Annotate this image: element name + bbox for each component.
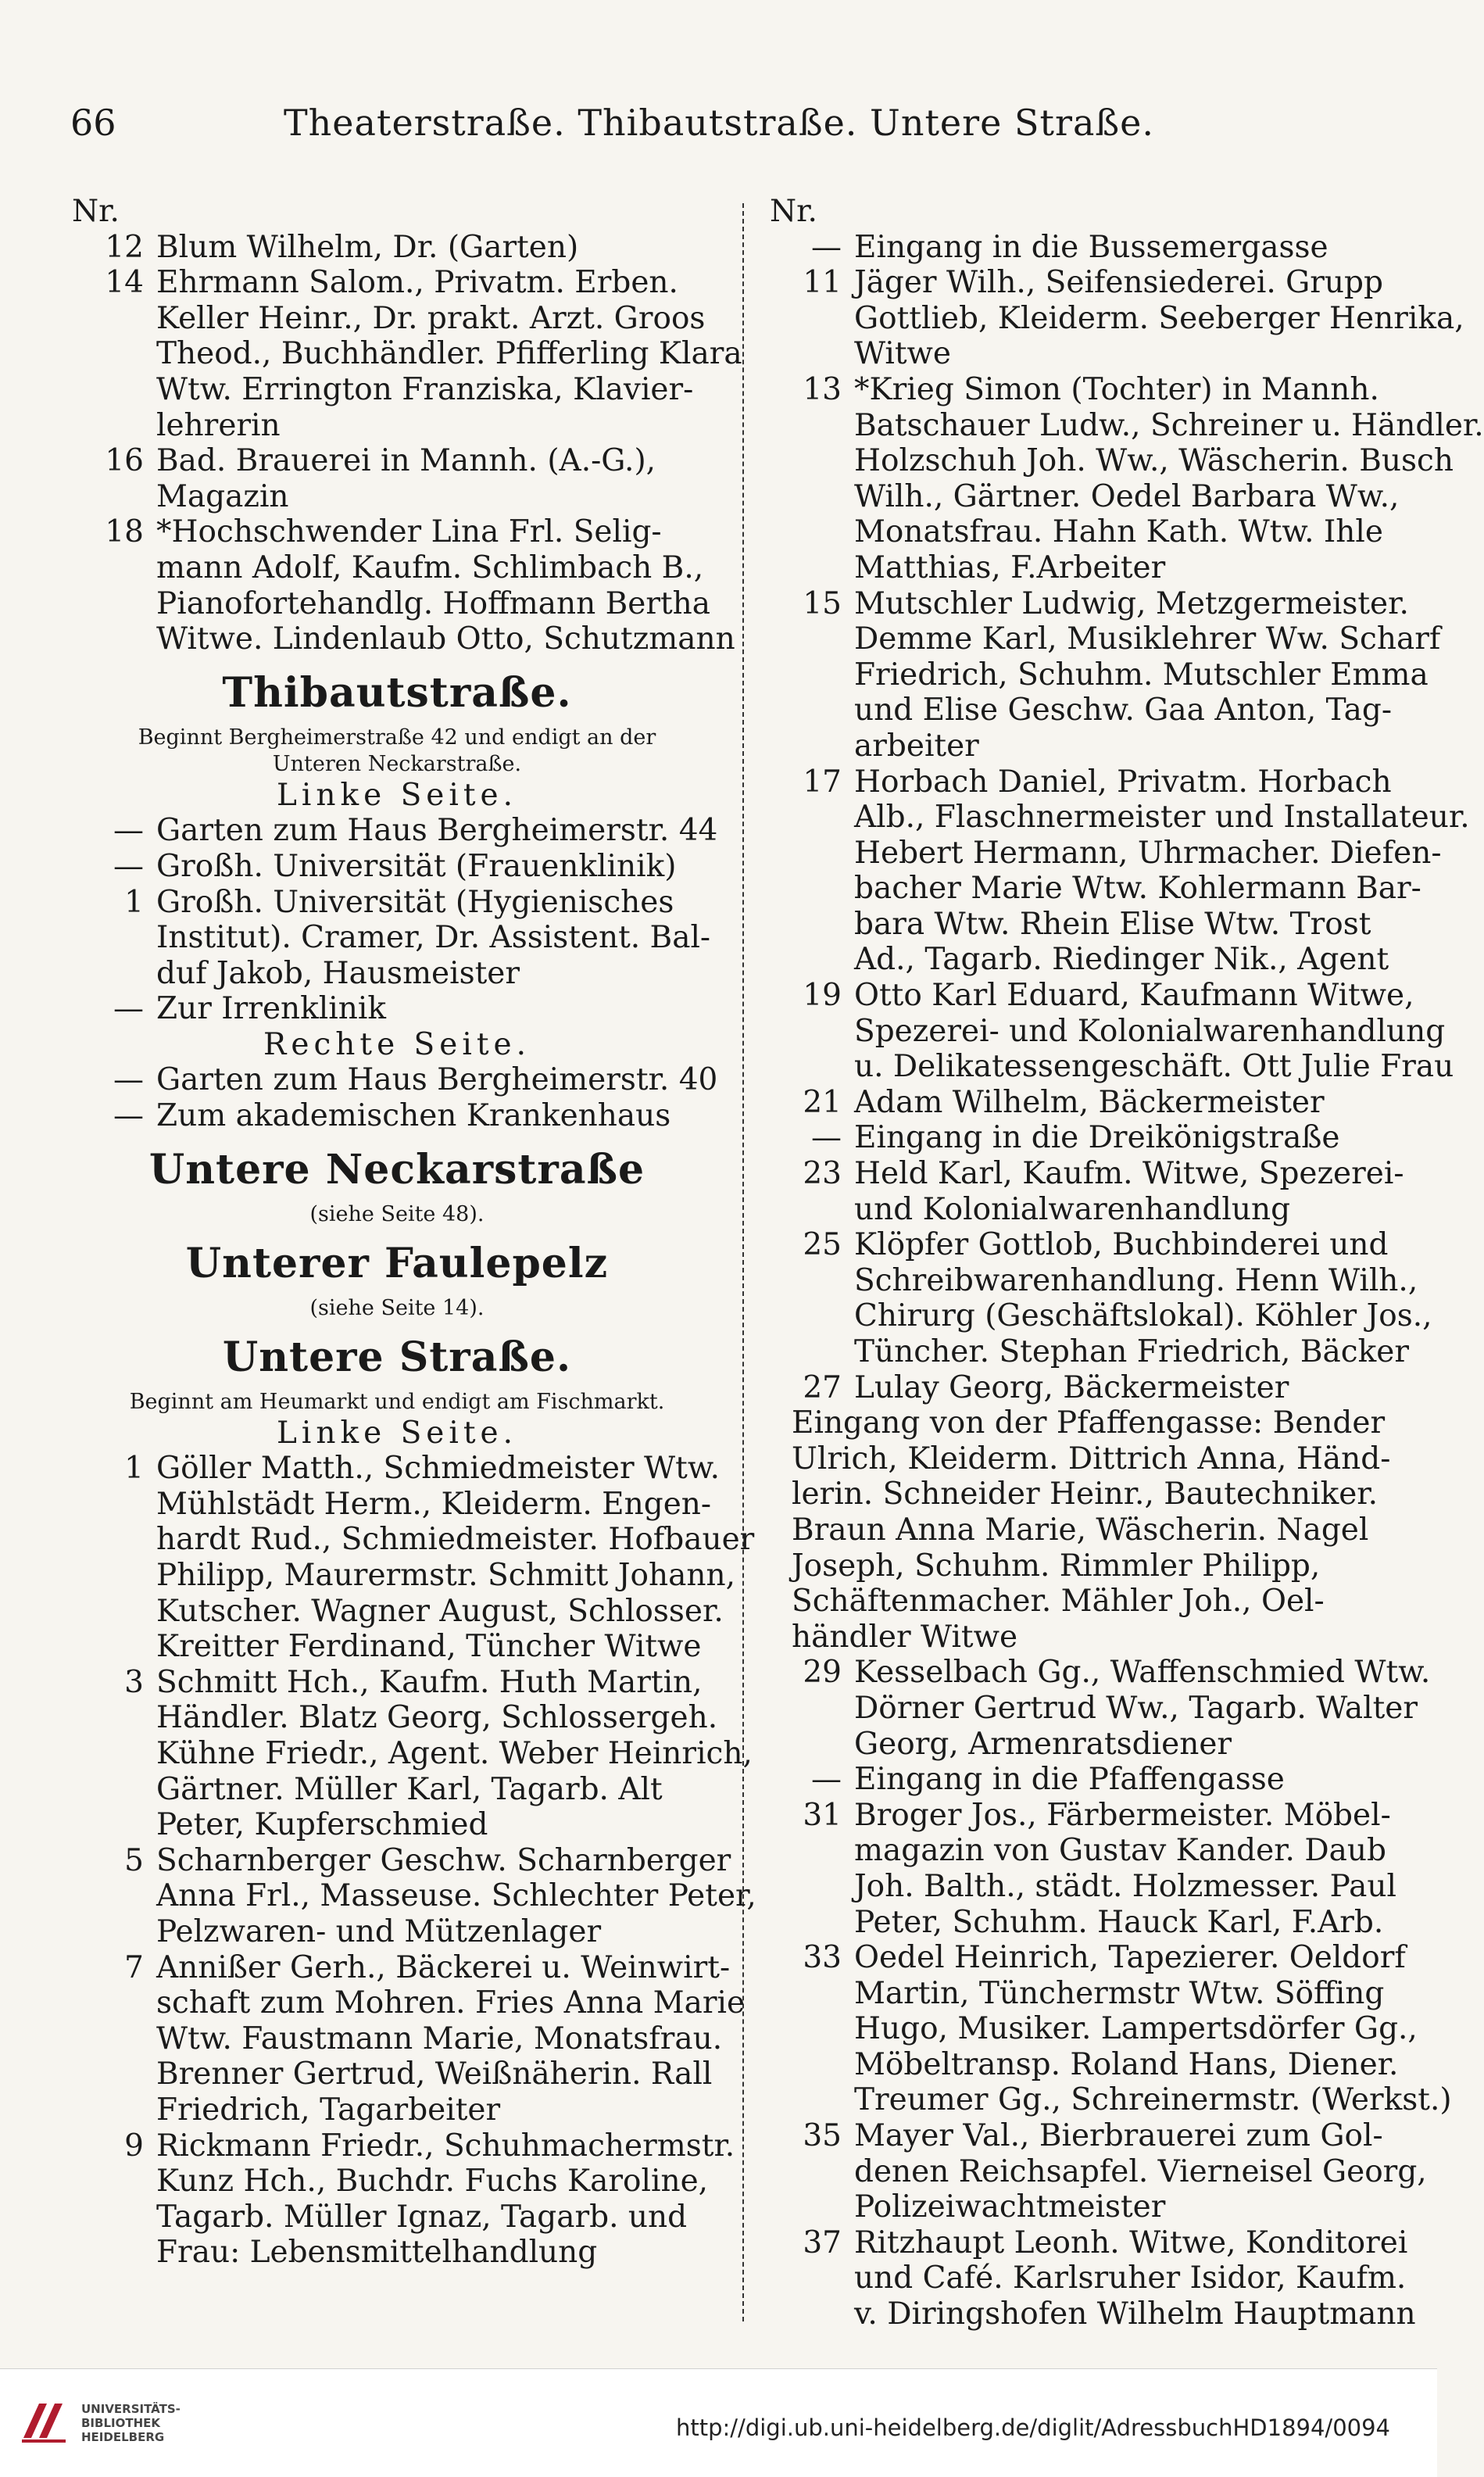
- entry-line: Matthias, F.Arbeiter: [854, 549, 1166, 585]
- entry-line: Ulrich, Kleiderm. Dittrich Anna, Händ-: [792, 1441, 1391, 1477]
- entry-number: —: [811, 1120, 842, 1156]
- section-heading-thibautstrasse: Thibautstraße.: [222, 668, 572, 717]
- entry-line: Held Karl, Kaufm. Witwe, Spezerei-: [854, 1156, 1404, 1192]
- entry-number: 12: [105, 229, 144, 265]
- entry-line: Ad., Tagarb. Riedinger Nik., Agent: [854, 942, 1389, 978]
- entry-line: Eingang von der Pfaffengasse: Bender: [792, 1405, 1386, 1441]
- section-note: Beginnt Bergheimerstraße 42 und endigt an der: [138, 725, 656, 750]
- entry-dash: [72, 1098, 722, 1134]
- entry-line: und Café. Karlsruher Isidor, Kaufm.: [854, 2260, 1407, 2296]
- entry-27-pfaffengasse: [770, 1405, 1391, 1655]
- entry-number: —: [811, 1762, 842, 1798]
- entry-line: Martin, Tünchermstr Wtw. Söffing: [854, 1975, 1385, 2011]
- entry-line: Institut). Cramer, Dr. Assistent. Bal-: [156, 920, 711, 956]
- entry-number: —: [113, 848, 144, 884]
- entry-line: Hebert Hermann, Uhrmacher. Diefen-: [854, 835, 1442, 871]
- entry-line: Schreibwarenhandlung. Henn Wilh.,: [854, 1262, 1418, 1298]
- entry-line: Joh. Balth., städt. Holzmesser. Paul: [854, 1868, 1396, 1904]
- entry-dash: [770, 1120, 1371, 1156]
- entry-number: 11: [803, 265, 842, 301]
- entry-line: arbeiter: [854, 728, 979, 764]
- entry-line: Gärtner. Müller Karl, Tagarb. Alt: [156, 1771, 663, 1807]
- section-note: (siehe Seite 14).: [309, 1295, 485, 1320]
- entry-line: Zum akademischen Krankenhaus: [156, 1098, 671, 1134]
- entry-line: Mayer Val., Bierbrauerei zum Gol-: [854, 2118, 1383, 2154]
- entry-number: —: [811, 229, 842, 265]
- entry-line: Frau: Lebensmittelhandlung: [156, 2235, 598, 2271]
- entry-line: Mutschler Ludwig, Metzgermeister.: [854, 585, 1409, 621]
- entry-number: —: [113, 1062, 144, 1098]
- entry-13: [770, 371, 1484, 586]
- page-number: 66: [70, 102, 116, 144]
- entry-9: [72, 2128, 735, 2271]
- entry-37: [770, 2225, 1416, 2332]
- entry-line: Oedel Heinrich, Tapezierer. Oeldorf: [854, 1940, 1406, 1976]
- entry-line: bara Wtw. Rhein Elise Wtw. Trost: [854, 906, 1371, 942]
- entry-line: Monatsfrau. Hahn Kath. Wtw. Ihle: [854, 514, 1383, 550]
- source-url-link[interactable]: http://digi.ub.uni-heidelberg.de/diglit/AdressbuchHD1894/0094: [675, 2414, 1390, 2441]
- entry-line: Wtw. Errington Franziska, Klavier-: [156, 371, 694, 407]
- entry-line: Philipp, Maurermstr. Schmitt Johann,: [156, 1558, 735, 1594]
- entry-19: [770, 978, 1454, 1085]
- entry-line: Eingang in die Bussemergasse: [854, 229, 1328, 265]
- entry-line: Garten zum Haus Bergheimerstr. 44: [156, 813, 718, 849]
- entry-dash: [770, 230, 1371, 266]
- entry-line: Annißer Gerh., Bäckerei u. Weinwirt-: [156, 1949, 731, 1985]
- entry-dash: [72, 1062, 722, 1098]
- entry-18: [72, 514, 735, 657]
- entry-15: [770, 585, 1441, 764]
- entry-number: 25: [803, 1227, 842, 1263]
- entry-1: [72, 1451, 755, 1665]
- entry-line: Holzschuh Joh. Ww., Wäscherin. Busch: [854, 443, 1454, 479]
- right-column: [770, 194, 1484, 2332]
- entry-line: Gottlieb, Kleiderm. Seeberger Henrika,: [854, 300, 1464, 336]
- entry-line: Keller Heinr., Dr. prakt. Arzt. Groos: [156, 300, 706, 336]
- entry-line: Joseph, Schuhm. Rimmler Philipp,: [792, 1548, 1321, 1584]
- entry-line: Tüncher. Stephan Friedrich, Bäcker: [854, 1334, 1409, 1369]
- entry-line: Rickmann Friedr., Schuhmachermstr.: [156, 2128, 735, 2164]
- library-logo-text: UNIVERSITÄTS- BIBLIOTHEK HEIDELBERG: [81, 2402, 181, 2444]
- entry-line: Wtw. Faustmann Marie, Monatsfrau.: [156, 2021, 723, 2056]
- entry-line: Batschauer Ludw., Schreiner u. Händler.: [854, 407, 1484, 443]
- page-header: [63, 102, 1375, 164]
- entry-16: [72, 443, 722, 514]
- entry-number: 14: [105, 265, 144, 301]
- entry-line: Kutscher. Wagner August, Schlosser.: [156, 1593, 724, 1629]
- section-note: Beginnt am Heumarkt und endigt am Fischmarkt.: [129, 1389, 665, 1414]
- section-heading-unterer-faulepelz: Unterer Faulepelz: [185, 1239, 609, 1287]
- entry-7: [72, 1949, 746, 2128]
- nr-label: Nr.: [770, 194, 817, 229]
- entry-number: 19: [803, 978, 842, 1014]
- entry-line: *Krieg Simon (Tochter) in Mannh.: [854, 371, 1379, 407]
- entry-line: Göller Matth., Schmiedmeister Wtw.: [156, 1451, 720, 1487]
- side-label-left: Linke Seite.: [276, 1415, 518, 1451]
- entry-line: Ritzhaupt Leonh. Witwe, Konditorei: [854, 2225, 1408, 2260]
- nr-label: Nr.: [72, 194, 120, 229]
- entry-line: Kunz Hch., Buchdr. Fuchs Karoline,: [156, 2164, 709, 2200]
- entry-line: und Elise Geschw. Gaa Anton, Tag-: [854, 693, 1393, 728]
- entry-line: Theod., Buchhändler. Pfifferling Klara: [156, 336, 742, 372]
- entry-line: Möbeltransp. Roland Hans, Diener.: [854, 2046, 1399, 2082]
- entry-line: Spezerei- und Kolonialwarenhandlung: [854, 1013, 1446, 1049]
- entry-dash: [72, 813, 722, 849]
- entry-number: 1: [124, 884, 144, 920]
- entry-line: händler Witwe: [792, 1619, 1018, 1655]
- entry-dash: [72, 991, 722, 1027]
- entry-31: [770, 1797, 1396, 1940]
- entry-dash: [770, 1762, 1371, 1798]
- entry-line: Polizeiwachtmeister: [854, 2189, 1166, 2225]
- entry-12: [72, 230, 722, 266]
- entry-number: 9: [124, 2128, 144, 2164]
- entry-line: Kühne Friedr., Agent. Weber Heinrich,: [156, 1736, 753, 1771]
- entry-line: *Hochschwender Lina Frl. Selig-: [156, 514, 662, 550]
- entry-line: Treumer Gg., Schreinermstr. (Werkst.): [854, 2082, 1452, 2118]
- entry-14: [72, 265, 742, 443]
- entry-line: Peter, Kupferschmied: [156, 1807, 488, 1843]
- entry-number: 29: [803, 1655, 842, 1691]
- entry-line: Wilh., Gärtner. Oedel Barbara Ww.,: [854, 478, 1400, 514]
- entry-line: Horbach Daniel, Privatm. Horbach: [854, 764, 1392, 800]
- entry-dash: [72, 849, 722, 885]
- footer-bar: [0, 2368, 1437, 2477]
- entry-3: [72, 1664, 753, 1843]
- entry-line: Alb., Flaschnermeister und Installateur.: [854, 800, 1470, 836]
- entry-number: 16: [105, 443, 144, 479]
- entry-line: Eingang in die Dreikönigstraße: [854, 1120, 1340, 1156]
- entry-line: Schmitt Hch., Kaufm. Huth Martin,: [156, 1664, 703, 1700]
- entry-line: Peter, Schuhm. Hauck Karl, F.Arb.: [854, 1904, 1384, 1940]
- entry-line: Eingang in die Pfaffengasse: [854, 1762, 1285, 1798]
- entry-line: Mühlstädt Herm., Kleiderm. Engen-: [156, 1486, 712, 1522]
- entry-line: magazin von Gustav Kander. Daub: [854, 1833, 1386, 1869]
- entry-line: Hugo, Musiker. Lampertsdörfer Gg.,: [854, 2011, 1418, 2047]
- entry-number: 35: [803, 2118, 842, 2154]
- entry-line: Georg, Armenratsdiener: [854, 1726, 1232, 1762]
- entry-number: —: [113, 991, 144, 1027]
- entry-number: 33: [803, 1940, 842, 1976]
- entry-line: Ehrmann Salom., Privatm. Erben.: [156, 265, 678, 301]
- entry-line: Kesselbach Gg., Waffenschmied Wtw.: [854, 1655, 1431, 1691]
- entry-line: bacher Marie Wtw. Kohlermann Bar-: [854, 871, 1421, 907]
- entry-number: 18: [105, 514, 144, 550]
- entry-line: Zur Irrenklinik: [156, 991, 386, 1027]
- entry-line: v. Diringshofen Wilhelm Hauptmann: [854, 2296, 1416, 2332]
- entry-line: Bad. Brauerei in Mannh. (A.-G.),: [156, 443, 656, 479]
- entry-line: denen Reichsapfel. Vierneisel Georg,: [854, 2153, 1427, 2189]
- entry-line: Großh. Universität (Frauenklinik): [156, 848, 677, 884]
- entry-line: Jäger Wilh., Seifensiederei. Grupp: [854, 265, 1383, 301]
- entry-line: Chirurg (Geschäftslokal). Köhler Jos.,: [854, 1298, 1432, 1334]
- entry-line: Anna Frl., Masseuse. Schlechter Peter,: [156, 1878, 756, 1914]
- entry-line: Tagarb. Müller Ignaz, Tagarb. und: [156, 2199, 688, 2235]
- entry-23: [770, 1156, 1404, 1227]
- entry-line: Friedrich, Tagarbeiter: [156, 2092, 501, 2128]
- entry-line: Magazin: [156, 478, 289, 514]
- entry-line: Garten zum Haus Bergheimerstr. 40: [156, 1062, 718, 1098]
- entry-line: Lulay Georg, Bäckermeister: [854, 1369, 1289, 1405]
- entry-line: Adam Wilhelm, Bäckermeister: [854, 1084, 1325, 1120]
- entry-1: [72, 885, 722, 992]
- section-heading-untere-neckarstrasse: Untere Neckarstraße: [148, 1145, 645, 1194]
- entry-21: [770, 1085, 1371, 1121]
- entry-line: Blum Wilhelm, Dr. (Garten): [156, 229, 579, 265]
- entry-line: schaft zum Mohren. Fries Anna Marie: [156, 1985, 746, 2021]
- entry-line: Witwe: [854, 336, 952, 372]
- entry-line: Scharnberger Geschw. Scharnberger: [156, 1842, 731, 1878]
- entry-number: 31: [803, 1797, 842, 1833]
- entry-number: 21: [803, 1084, 842, 1120]
- entry-line: Pianofortehandlg. Hoffmann Bertha: [156, 585, 711, 621]
- entry-number: —: [113, 1098, 144, 1134]
- entry-line: Broger Jos., Färbermeister. Möbel-: [854, 1797, 1391, 1833]
- section-note: Unteren Neckarstraße.: [272, 751, 522, 776]
- left-column: [72, 194, 756, 2271]
- entry-line: Witwe. Lindenlaub Otto, Schutzmann: [156, 621, 735, 657]
- entry-line: Brenner Gertrud, Weißnäherin. Rall: [156, 2056, 713, 2092]
- section-heading-untere-strasse: Untere Straße.: [222, 1333, 572, 1381]
- entry-33: [770, 1940, 1452, 2118]
- entry-number: 1: [124, 1451, 144, 1487]
- entry-5: [72, 1842, 756, 1950]
- entry-25: [770, 1227, 1432, 1369]
- entry-27: [770, 1370, 1371, 1406]
- section-note: (siehe Seite 48).: [309, 1201, 485, 1226]
- entry-35: [770, 2118, 1427, 2225]
- entry-line: Braun Anna Marie, Wäscherin. Nagel: [792, 1512, 1369, 1548]
- entry-line: Friedrich, Schuhm. Mutschler Emma: [854, 657, 1429, 693]
- entry-line: Schäftenmacher. Mähler Joh., Oel-: [792, 1584, 1325, 1620]
- entry-17: [770, 764, 1470, 979]
- entry-number: 27: [803, 1369, 842, 1405]
- running-title: Theaterstraße. Thibautstraße. Untere Straße.: [284, 102, 1154, 144]
- entry-line: Klöpfer Gottlob, Buchbinderei und: [854, 1227, 1389, 1263]
- library-logo-icon: [16, 2393, 72, 2449]
- entry-number: 7: [124, 1949, 144, 1985]
- entry-line: duf Jakob, Hausmeister: [156, 955, 520, 991]
- entry-number: 23: [803, 1156, 842, 1192]
- side-label-right: Rechte Seite.: [263, 1026, 531, 1062]
- entry-line: mann Adolf, Kaufm. Schlimbach B.,: [156, 549, 704, 585]
- entry-line: Kreitter Ferdinand, Tüncher Witwe: [156, 1629, 702, 1665]
- entry-number: 37: [803, 2225, 842, 2260]
- entry-line: Händler. Blatz Georg, Schlossergeh.: [156, 1700, 718, 1736]
- entry-number: 3: [124, 1664, 144, 1700]
- entry-number: 5: [124, 1842, 144, 1878]
- entry-line: Dörner Gertrud Ww., Tagarb. Walter: [854, 1690, 1418, 1726]
- entry-line: lehrerin: [156, 407, 281, 443]
- entry-number: 17: [803, 764, 842, 800]
- entry-line: lerin. Schneider Heinr., Bautechniker.: [792, 1477, 1379, 1512]
- entry-line: Pelzwaren- und Mützenlager: [156, 1913, 602, 1949]
- entry-number: 15: [803, 585, 842, 621]
- entry-number: 13: [803, 371, 842, 407]
- side-label-left: Linke Seite.: [276, 777, 518, 813]
- entry-line: Demme Karl, Musiklehrer Ww. Scharf: [854, 621, 1441, 657]
- entry-line: Otto Karl Eduard, Kaufmann Witwe,: [854, 978, 1414, 1014]
- entry-line: u. Delikatessengeschäft. Ott Julie Frau: [854, 1049, 1454, 1085]
- entry-29: [770, 1655, 1431, 1762]
- entry-number: —: [113, 813, 144, 849]
- entry-line: hardt Rud., Schmiedmeister. Hofbauer: [156, 1522, 755, 1558]
- entry-line: Großh. Universität (Hygienisches: [156, 884, 674, 920]
- entry-11: [770, 265, 1464, 372]
- entry-line: und Kolonialwarenhandlung: [854, 1191, 1291, 1227]
